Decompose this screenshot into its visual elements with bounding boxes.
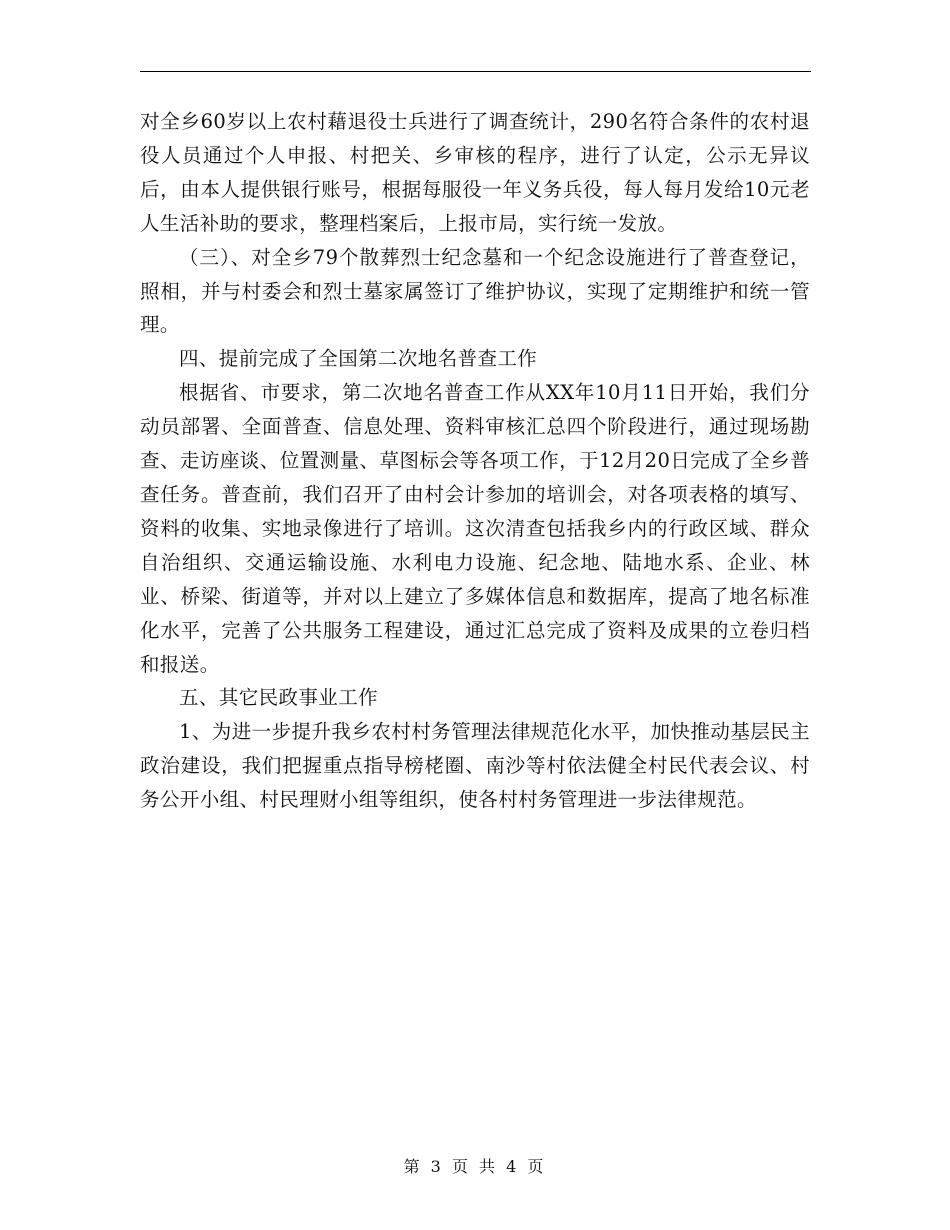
paragraph-3: 根据省、市要求，第二次地名普查工作从XX年10月11日开始，我们分动员部署、全面普查、信息处理、资料审核汇总四个阶段进行，通过现场勘查、走访座谈、位置测量、草图标会等各项工作，于12月20日完成了全乡普查任务。普查前，我们召开了由村会计参加的培训会，对各项表格的填写、资料的收集、实地录像进行了培训。这次清查包括我乡内的行政区域、群众自治组织、交通运输设施、水利电力设施、纪念地、陆地水系、企业、林业、桥梁、街道等，并对以上建立了多媒体信息和数据库，提高了地名标准化水平，完善了公共服务工程建设，通过汇总完成了资料及成果的立卷归档和报送。 (140, 381, 810, 676)
paragraph-2: （三）、对全乡79个散葬烈士纪念墓和一个纪念设施进行了普查登记，照相，并与村委会和烈士墓家属签订了维护协议，实现了定期维护和统一管理。 (140, 245, 810, 337)
paragraph-1: 对全乡60岁以上农村藉退役士兵进行了调查统计，290名符合条件的农村退役人员通过个人申报、村把关、乡审核的程序，进行了认定，公示无异议后，由本人提供银行账号，根据每服役一年义务兵役，每人每月发给10元老人生活补助的要求，整理档案后，上报市局，实行统一发放。 (140, 110, 810, 235)
page-number-footer: 第 3 页 共 4 页 (403, 1157, 547, 1176)
paragraph-4: 1、为进一步提升我乡农村村务管理法律规范化水平，加快推动基层民主政治建设，我们把握重点指导榜栳圈、南沙等村依法健全村民代表会议、村务公开小组、村民理财小组等组织，使各村村务管理进一步法律规范。 (140, 720, 810, 812)
header-rule (140, 71, 811, 72)
section-heading-4: 四、提前完成了全国第二次地名普查工作 (179, 347, 538, 371)
section-heading-5: 五、其它民政事业工作 (179, 686, 379, 710)
document-body (140, 105, 810, 817)
